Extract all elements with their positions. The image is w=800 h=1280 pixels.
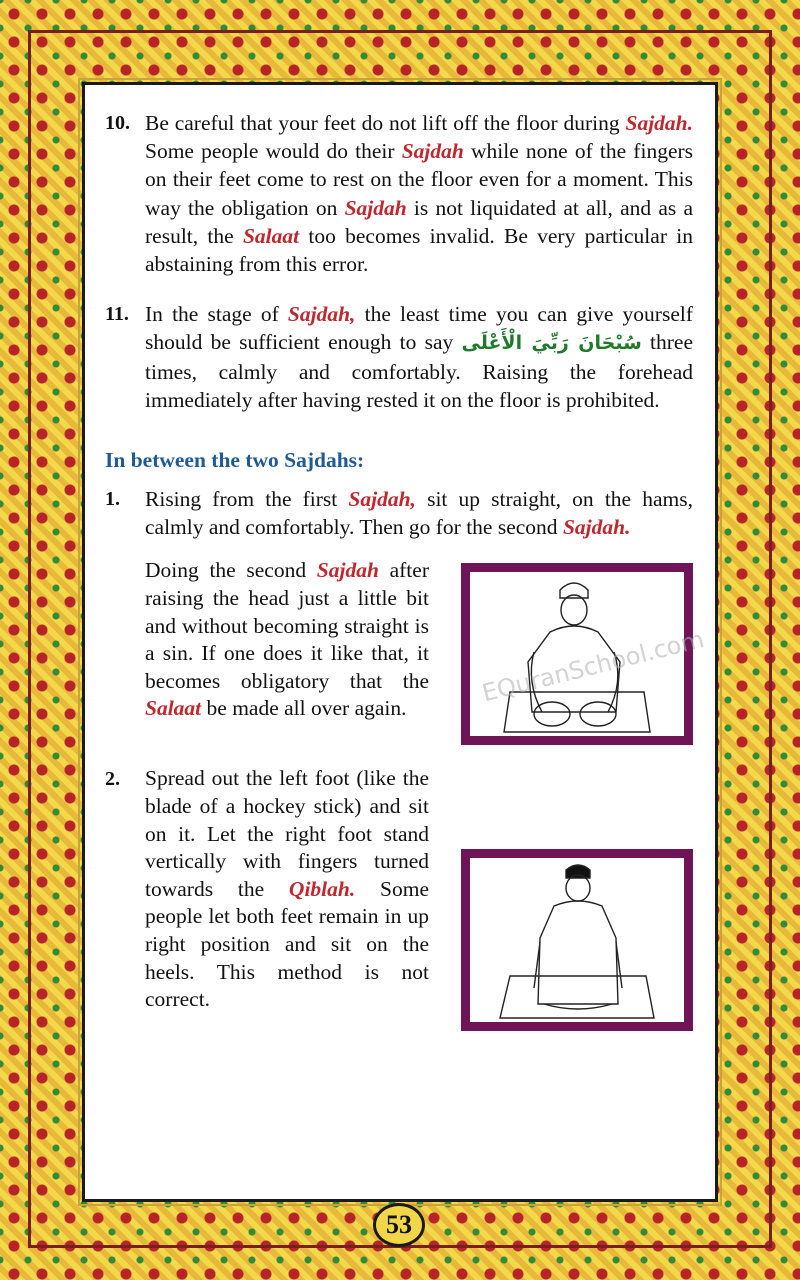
- keyword-term: Qiblah.: [288, 876, 356, 901]
- sitting-front-illustration: [470, 572, 707, 736]
- text-run: Some people let both feet remain in up right position and sit on the heels. This method is not correct.: [145, 876, 429, 1012]
- text-run: In the stage of: [145, 302, 288, 327]
- sitting-back-illustration: [470, 858, 684, 1022]
- rule-2: [105, 765, 429, 1031]
- rule-number: 2.: [105, 768, 120, 791]
- keyword-term: Sajdah.: [625, 111, 693, 135]
- figure-sitting-back: [461, 849, 693, 1031]
- keyword-term: Sajdah: [344, 195, 407, 220]
- rule-11-text: [145, 300, 693, 414]
- text-run: after raising the head just a little bit and without becoming straight is a sin. If one does it like that, it becomes obligatory that the: [145, 558, 429, 693]
- text-run: Some people would do their: [145, 139, 402, 164]
- rule-2-text: [145, 765, 429, 1013]
- side-note-text: [145, 557, 429, 745]
- text-run: three times, calmly and comfortably. Raising the forehead immediately after having rested it on the floor is prohibited.: [145, 330, 693, 412]
- rule-number: 1.: [105, 488, 120, 511]
- keyword-term: Salaat: [242, 223, 300, 248]
- text-run: be made all over again.: [201, 696, 407, 721]
- rule-10: [105, 109, 693, 278]
- keyword-term: Sajdah,: [348, 487, 416, 512]
- text-run: Rising from the first: [145, 487, 349, 512]
- rule-number: 10.: [105, 112, 130, 134]
- figure-sitting-front: [461, 563, 707, 745]
- page-content: [105, 109, 707, 1031]
- keyword-term: Sajdah,: [287, 302, 356, 327]
- rule-10-text: [145, 109, 693, 278]
- text-run: Doing the second: [145, 558, 317, 583]
- text-run: is not liquidated at all, and as a result, the: [145, 195, 693, 248]
- keyword-term: Sajdah.: [562, 515, 631, 540]
- text-run: sit up straight, on the hams, calmly and comfortably. Then go for the second: [145, 487, 693, 540]
- watermark: EQuranSchool.com: [479, 625, 707, 708]
- page-number: 53: [373, 1203, 425, 1247]
- text-run: while none of the fingers on their feet come to rest on the floor even for a moment. This way the obligation on: [145, 139, 694, 220]
- text-panel: [82, 82, 718, 1202]
- side-note-row: [105, 557, 707, 745]
- section-rule-1: [105, 485, 693, 541]
- rule-2-row: [105, 765, 693, 1031]
- keyword-term: Salaat: [145, 696, 202, 721]
- rule-number: 11.: [105, 303, 129, 326]
- keyword-term: Sajdah: [401, 139, 464, 164]
- arabic-phrase: سُبْحَانَ رَبِّيَ الْأَعْلَى: [461, 332, 642, 355]
- text-run: the least time you can give yourself should be sufficient enough to say: [145, 302, 694, 355]
- text-run: Spread out the left foot (like the blade of a hockey stick) and sit on it. Let the right foot stand vertically with fingers turned towards the: [145, 766, 429, 901]
- section-rule-1-text: [145, 485, 693, 541]
- text-run: too becomes invalid. Be very particular in abstaining from this error.: [145, 223, 693, 277]
- keyword-term: Sajdah: [316, 558, 379, 583]
- text-run: Be careful that your feet do not lift off the floor during: [145, 111, 626, 135]
- section-heading: In between the two Sajdahs:: [105, 448, 365, 473]
- rule-11: [105, 300, 693, 414]
